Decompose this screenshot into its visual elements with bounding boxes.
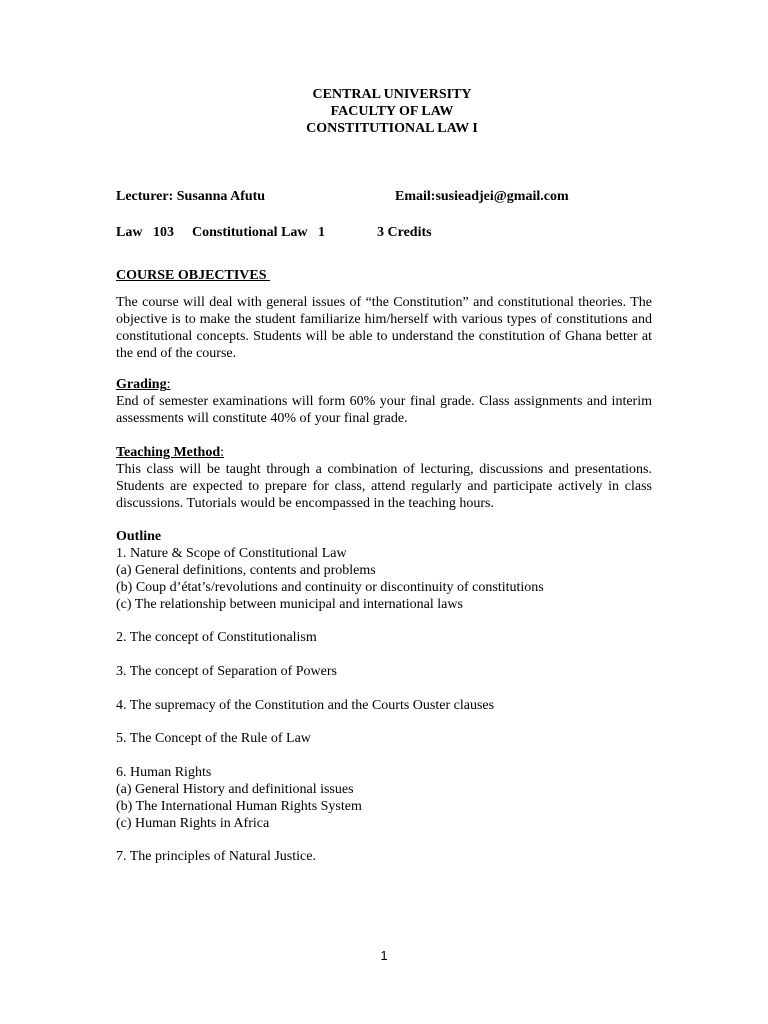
teaching-text: This class will be taught through a combination of lecturing, discussions and presentations. Students are expected to prepare for class, attend regularly and participate actively in class discussions. Tutorials would be encompassed in the teaching hours.: [116, 462, 652, 511]
outline-item-7: 7. The principles of Natural Justice.: [116, 849, 316, 864]
outline-item-1: 1. Nature & Scope of Constitutional Law: [116, 546, 347, 561]
grading-heading: Grading: [116, 377, 167, 392]
outline-item-1c: (c) The relationship between municipal and international laws: [116, 597, 463, 612]
outline-item-4: 4. The supremacy of the Constitution and the Courts Ouster clauses: [116, 698, 495, 713]
lecturer-name: Lecturer: Susanna Afutu: [116, 189, 266, 204]
outline-heading: Outline: [116, 529, 162, 544]
lecturer-email: Email:susieadjei@gmail.com: [395, 189, 569, 204]
page-number: 1: [380, 948, 388, 963]
course-credits: 3 Credits: [377, 225, 432, 240]
outline-item-6: 6. Human Rights: [116, 765, 212, 780]
grading-colon: :: [166, 377, 171, 392]
document-header: [116, 86, 652, 137]
outline-item-5: 5. The Concept of the Rule of Law: [116, 731, 311, 746]
course-info-row: [116, 224, 652, 241]
page-content: [116, 86, 652, 865]
objectives-text: The course will deal with general issues of “the Constitution” and constitutional theories. The objective is to make the student familiarize him/herself with various types of constitutions and constitutional concepts. Students will be able to understand the constitution of Ghana better at the end of the course.: [116, 295, 652, 361]
objectives-heading: COURSE OBJECTIVES: [116, 268, 271, 283]
outline-item-6c: (c) Human Rights in Africa: [116, 816, 270, 831]
outline-item-6b: (b) The International Human Rights System: [116, 799, 362, 814]
lecturer-row: [116, 188, 652, 205]
teaching-colon: :: [220, 445, 224, 460]
outline-item-3: 3. The concept of Separation of Powers: [116, 664, 337, 679]
course-name: Constitutional Law 1: [192, 225, 326, 240]
course-code: Law 103: [116, 225, 174, 240]
faculty-name: FACULTY OF LAW: [330, 104, 454, 119]
outline-item-2: 2. The concept of Constitutionalism: [116, 630, 317, 645]
university-name: CENTRAL UNIVERSITY: [312, 87, 472, 102]
outline-item-1a: (a) General definitions, contents and problems: [116, 563, 376, 578]
teaching-heading-line: [116, 444, 652, 461]
grading-text: End of semester examinations will form 60% your final grade. Class assignments and interim assessments will constitute 40% of your final grade.: [116, 394, 652, 426]
outline-item-6a: (a) General History and definitional issues: [116, 782, 354, 797]
teaching-heading: Teaching Method: [116, 445, 221, 460]
grading-heading-line: [116, 376, 652, 393]
course-title: CONSTITUTIONAL LAW I: [306, 121, 478, 136]
outline-item-1b: (b) Coup d’état’s/revolutions and continuity or discontinuity of constitutions: [116, 580, 544, 595]
